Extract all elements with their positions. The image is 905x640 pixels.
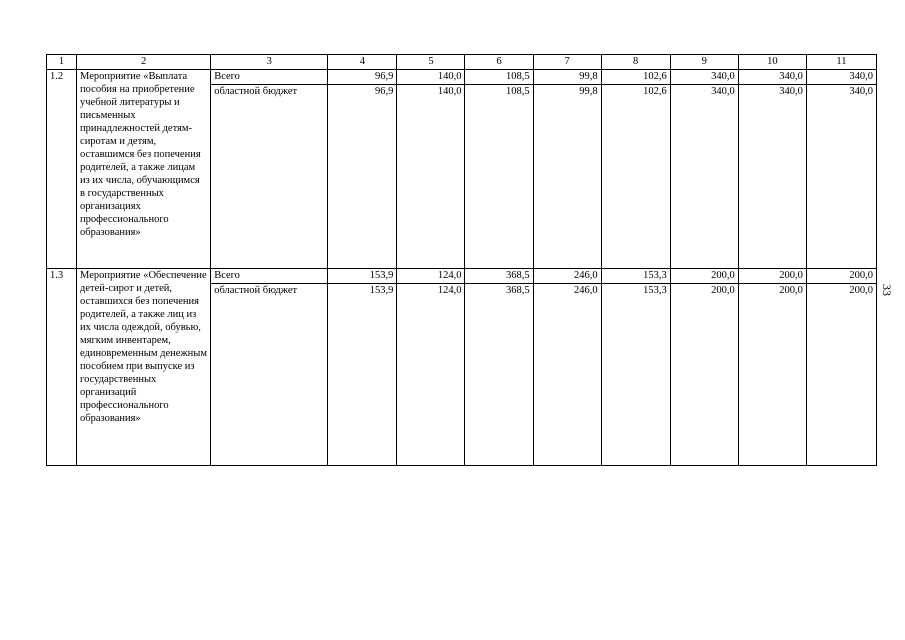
value-cell: 340,0 bbox=[806, 70, 876, 85]
header-cell: 7 bbox=[533, 55, 601, 70]
funding-source-label: Всего bbox=[211, 70, 328, 85]
activity-name: Мероприятие «Обеспечение детей-сирот и детей, оставшихся без попечения родителей, а также лиц из их числа одеждой, обувью, мягким инвентарем, единовременным денежным пособием при выпуске из государственных организаций профессионального образования» bbox=[77, 269, 211, 466]
funding-source-label: областной бюджет bbox=[211, 284, 328, 466]
header-cell: 8 bbox=[601, 55, 670, 70]
header-cell: 4 bbox=[328, 55, 397, 70]
value-cell: 108,5 bbox=[465, 85, 533, 269]
value-cell: 200,0 bbox=[738, 284, 806, 466]
value-cell: 153,9 bbox=[328, 269, 397, 284]
header-cell: 3 bbox=[211, 55, 328, 70]
value-cell: 200,0 bbox=[670, 269, 738, 284]
value-cell: 340,0 bbox=[738, 70, 806, 85]
budget-table bbox=[46, 54, 877, 466]
value-cell: 340,0 bbox=[738, 85, 806, 269]
value-cell: 99,8 bbox=[533, 85, 601, 269]
header-cell: 11 bbox=[806, 55, 876, 70]
value-cell: 200,0 bbox=[806, 269, 876, 284]
value-cell: 340,0 bbox=[670, 85, 738, 269]
header-cell: 1 bbox=[47, 55, 77, 70]
header-cell: 2 bbox=[77, 55, 211, 70]
row-number: 1.2 bbox=[47, 70, 77, 269]
value-cell: 340,0 bbox=[670, 70, 738, 85]
value-cell: 124,0 bbox=[397, 269, 465, 284]
value-cell: 200,0 bbox=[670, 284, 738, 466]
value-cell: 200,0 bbox=[806, 284, 876, 466]
row-number: 1.3 bbox=[47, 269, 77, 466]
activity-name: Мероприятие «Выплата пособия на приобретение учебной литературы и письменных принадлежностей детям-сиротам и детям, оставшимся без попечения родителей, а также лицам из их числа, обучающимся в государственных организациях профессионального образования» bbox=[77, 70, 211, 269]
value-cell: 140,0 bbox=[397, 85, 465, 269]
value-cell: 340,0 bbox=[806, 85, 876, 269]
page-number: 33 bbox=[880, 284, 894, 296]
value-cell: 96,9 bbox=[328, 85, 397, 269]
value-cell: 246,0 bbox=[533, 284, 601, 466]
table-row bbox=[47, 70, 877, 85]
header-cell: 9 bbox=[670, 55, 738, 70]
header-cell: 10 bbox=[738, 55, 806, 70]
value-cell: 102,6 bbox=[601, 70, 670, 85]
table-row bbox=[47, 269, 877, 284]
value-cell: 96,9 bbox=[328, 70, 397, 85]
value-cell: 153,3 bbox=[601, 284, 670, 466]
header-row bbox=[47, 55, 877, 70]
funding-source-label: областной бюджет bbox=[211, 85, 328, 269]
value-cell: 200,0 bbox=[738, 269, 806, 284]
value-cell: 368,5 bbox=[465, 284, 533, 466]
value-cell: 124,0 bbox=[397, 284, 465, 466]
value-cell: 368,5 bbox=[465, 269, 533, 284]
value-cell: 246,0 bbox=[533, 269, 601, 284]
header-cell: 5 bbox=[397, 55, 465, 70]
value-cell: 108,5 bbox=[465, 70, 533, 85]
header-cell: 6 bbox=[465, 55, 533, 70]
value-cell: 140,0 bbox=[397, 70, 465, 85]
value-cell: 153,3 bbox=[601, 269, 670, 284]
value-cell: 153,9 bbox=[328, 284, 397, 466]
funding-source-label: Всего bbox=[211, 269, 328, 284]
value-cell: 99,8 bbox=[533, 70, 601, 85]
value-cell: 102,6 bbox=[601, 85, 670, 269]
